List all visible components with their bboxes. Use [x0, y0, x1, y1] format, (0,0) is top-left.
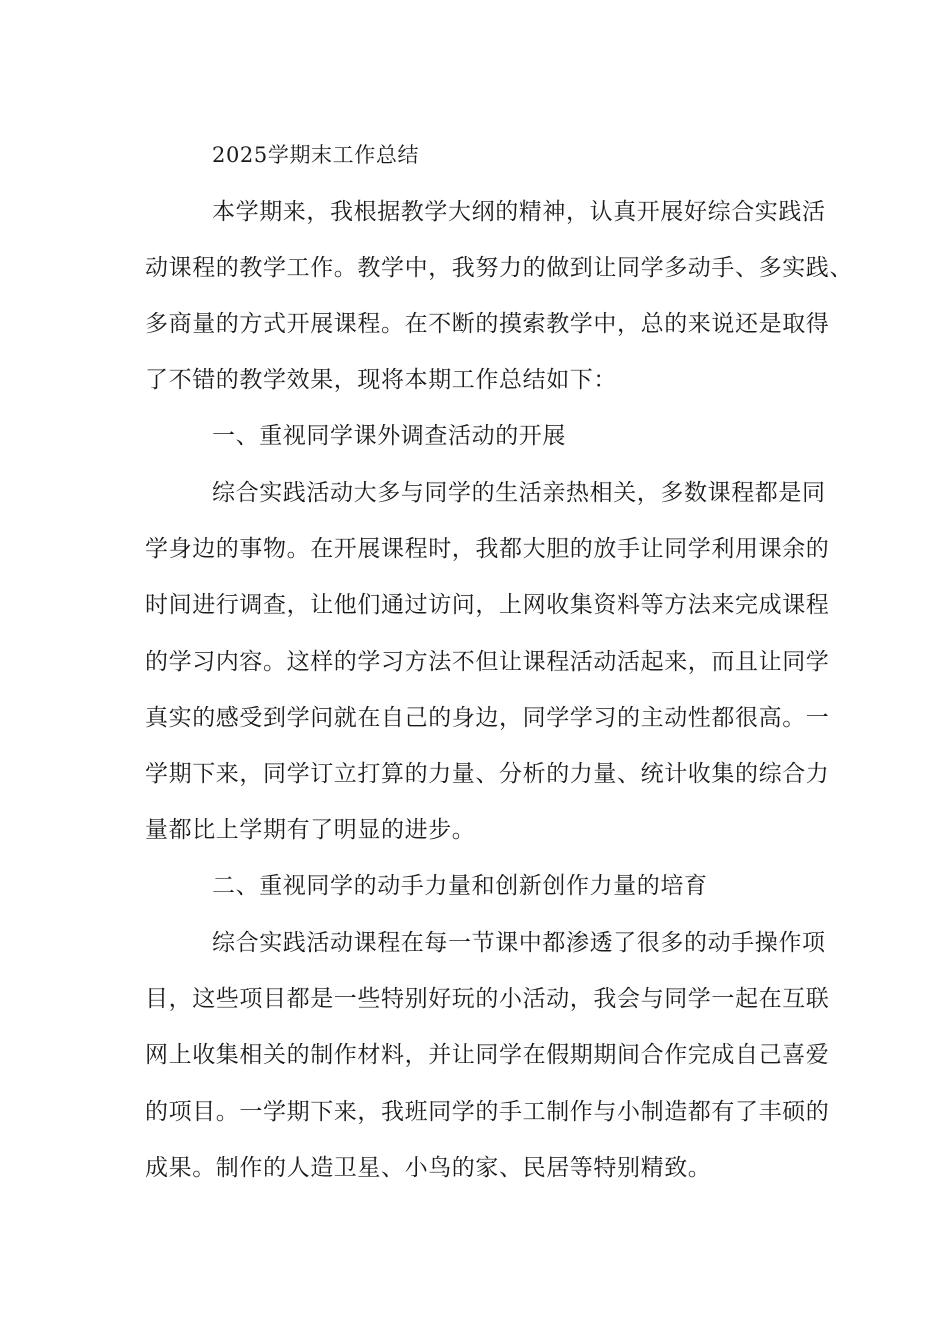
paragraph-line: 量都比上学期有了明显的进步。: [145, 817, 476, 843]
paragraph-line: 时间进行调查，让他们通过访问，上网收集资料等方法来完成课程: [145, 592, 830, 618]
paragraph-line: 综合实践活动大多与同学的生活亲热相关，多数课程都是同: [212, 480, 826, 506]
paragraph-line: 真实的感受到学问就在自己的身边，同学学习的主动性都很高。一: [145, 705, 830, 731]
paragraph-line: 的项目。一学期下来，我班同学的手工制作与小制造都有了丰硕的: [145, 1099, 830, 1125]
paragraph-line: 的学习内容。这样的学习方法不但让课程活动活起来，而且让同学: [145, 649, 830, 675]
paragraph-line: 成果。制作的人造卫星、小鸟的家、民居等特别精致。: [145, 1155, 712, 1181]
paragraph-line: 本学期来，我根据教学大纲的精神，认真开展好综合实践活: [212, 199, 826, 225]
section-heading: 二、重视同学的动手力量和创新创作力量的培育: [212, 873, 708, 899]
paragraph-line: 学期下来，同学订立打算的力量、分析的力量、统计收集的综合力: [145, 761, 830, 787]
section-heading: 一、重视同学课外调查活动的开展: [212, 423, 566, 449]
paragraph-line: 学身边的事物。在开展课程时，我都大胆的放手让同学利用课余的: [145, 536, 830, 562]
paragraph-line: 动课程的教学工作。教学中，我努力的做到让同学多动手、多实践、: [145, 255, 853, 281]
paragraph-line: 综合实践活动课程在每一节课中都渗透了很多的动手操作项: [212, 930, 826, 956]
paragraph-line: 多商量的方式开展课程。在不断的摸索教学中，总的来说还是取得: [145, 311, 830, 337]
paragraph-line: 网上收集相关的制作材料，并让同学在假期期间合作完成自己喜爱: [145, 1042, 830, 1068]
document-title: 2025学期末工作总结: [212, 143, 420, 167]
paragraph-line: 了不错的教学效果，现将本期工作总结如下：: [145, 367, 617, 393]
paragraph-line: 目，这些项目都是一些特别好玩的小活动，我会与同学一起在互联: [145, 986, 830, 1012]
